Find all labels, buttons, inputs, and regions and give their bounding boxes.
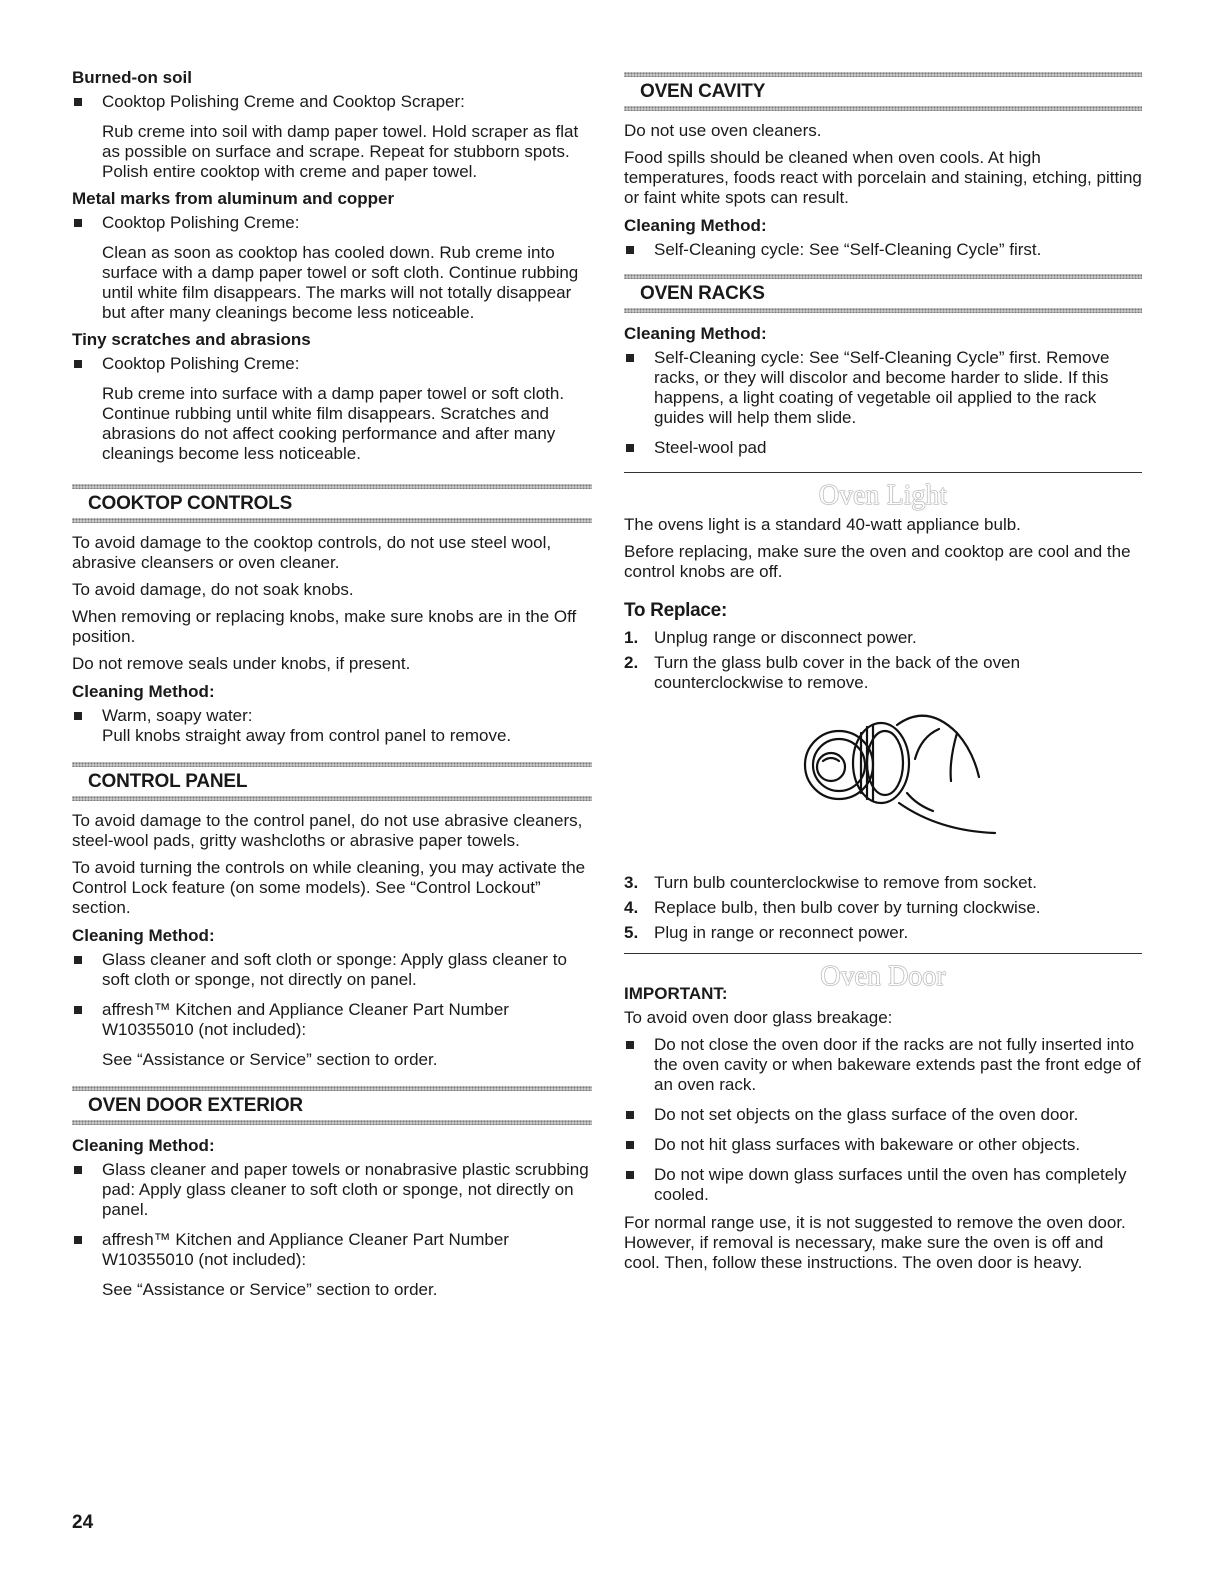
step-item bbox=[624, 873, 1142, 893]
section-title: OVEN DOOR EXTERIOR bbox=[88, 1095, 303, 1116]
list-item bbox=[72, 950, 592, 990]
step-text: Turn the glass bulb cover in the back of the oven counterclockwise to remove. bbox=[654, 653, 1021, 692]
section-title: COOKTOP CONTROLS bbox=[88, 493, 293, 514]
paragraph: To avoid oven door glass breakage: bbox=[624, 1008, 893, 1027]
square-bullet-icon bbox=[626, 1041, 634, 1049]
metal-marks-heading: Metal marks from aluminum and copper bbox=[72, 189, 395, 208]
cleaning-method-heading: Cleaning Method: bbox=[72, 1136, 215, 1155]
list-item-text: Self-Cleaning cycle: See “Self-Cleaning Cycle” first. Remove racks, or they will discolor and become harder to slide. If this happens, a light coating of vegetable oil applied to the rack guides will help them slide. bbox=[654, 348, 1110, 427]
step-number: 5. bbox=[624, 923, 639, 942]
step-text: Turn bulb counterclockwise to remove from socket. bbox=[654, 873, 1037, 892]
step-item bbox=[624, 628, 1142, 648]
list-item-text: Do not wipe down glass surfaces until the oven has completely cooled. bbox=[654, 1165, 1127, 1204]
list-item bbox=[72, 213, 592, 233]
list-item bbox=[72, 354, 592, 374]
paragraph: The ovens light is a standard 40-watt appliance bulb. bbox=[624, 515, 1021, 534]
paragraph: When removing or replacing knobs, make sure knobs are in the Off position. bbox=[72, 607, 577, 646]
cleaning-method-heading: Cleaning Method: bbox=[624, 216, 767, 235]
step-text: Plug in range or reconnect power. bbox=[654, 923, 909, 942]
list-item-text: Warm, soapy water: bbox=[102, 706, 253, 725]
step-text: Unplug range or disconnect power. bbox=[654, 628, 917, 647]
instruction-text: See “Assistance or Service” section to order. bbox=[102, 1280, 438, 1299]
section-divider bbox=[624, 953, 1142, 954]
list-item-text: Steel-wool pad bbox=[654, 438, 767, 457]
step-number: 2. bbox=[624, 653, 639, 672]
section-header-cooktop-controls bbox=[72, 484, 592, 523]
step-text: Replace bulb, then bulb cover by turning clockwise. bbox=[654, 898, 1041, 917]
list-item bbox=[624, 438, 1142, 458]
instruction-text: Clean as soon as cooktop has cooled down. Rub creme into surface with a damp paper towel or soft cloth. Continue rubbing until white film disappears. The marks will not totally disappear but after many cleanings become less noticeable. bbox=[102, 243, 579, 322]
oven-door-heading: Oven Door bbox=[820, 961, 946, 992]
list-item-text: Cooktop Polishing Creme and Cooktop Scraper: bbox=[102, 92, 465, 111]
square-bullet-icon bbox=[74, 712, 82, 720]
dotted-rule bbox=[72, 1120, 592, 1125]
list-item-text: Glass cleaner and paper towels or nonabrasive plastic scrubbing pad: Apply glass cleaner to soft cloth or sponge, not directly on panel. bbox=[102, 1160, 589, 1219]
bulb-cover-illustration bbox=[799, 703, 999, 853]
cleaning-method-heading: Cleaning Method: bbox=[72, 926, 215, 945]
list-item-text: affresh™ Kitchen and Appliance Cleaner Part Number W10355010 (not included): bbox=[102, 1230, 509, 1269]
square-bullet-icon bbox=[74, 1236, 82, 1244]
square-bullet-icon bbox=[74, 956, 82, 964]
list-item bbox=[624, 1105, 1142, 1125]
list-item bbox=[624, 1035, 1142, 1095]
step-item bbox=[624, 898, 1142, 918]
dotted-rule bbox=[624, 106, 1142, 111]
list-item-text: Do not hit glass surfaces with bakeware or other objects. bbox=[654, 1135, 1081, 1154]
paragraph: To avoid damage to the cooktop controls, do not use steel wool, abrasive cleansers or oven cleaner. bbox=[72, 533, 552, 572]
dotted-rule bbox=[72, 518, 592, 523]
right-column bbox=[624, 72, 1142, 1280]
square-bullet-icon bbox=[74, 1166, 82, 1174]
cleaning-method-heading: Cleaning Method: bbox=[624, 324, 767, 343]
section-title: CONTROL PANEL bbox=[88, 771, 248, 792]
list-item bbox=[624, 348, 1142, 428]
dotted-rule bbox=[72, 796, 592, 801]
cleaning-method-heading: Cleaning Method: bbox=[72, 682, 215, 701]
section-title: OVEN RACKS bbox=[640, 283, 765, 304]
section-title: OVEN CAVITY bbox=[640, 81, 766, 102]
oven-light-heading: Oven Light bbox=[818, 480, 948, 511]
section-header-control-panel bbox=[72, 762, 592, 801]
list-item-text: Cooktop Polishing Creme: bbox=[102, 354, 300, 373]
list-item-text: Cooktop Polishing Creme: bbox=[102, 213, 300, 232]
dotted-rule bbox=[624, 308, 1142, 313]
square-bullet-icon bbox=[626, 1141, 634, 1149]
tiny-scratches-heading: Tiny scratches and abrasions bbox=[72, 330, 311, 349]
list-item-text: Do not set objects on the glass surface of the oven door. bbox=[654, 1105, 1079, 1124]
paragraph: To avoid damage, do not soak knobs. bbox=[72, 580, 354, 599]
step-item bbox=[624, 653, 1142, 693]
step-item bbox=[624, 923, 1142, 943]
square-bullet-icon bbox=[626, 246, 634, 254]
square-bullet-icon bbox=[74, 1006, 82, 1014]
list-item-text: Self-Cleaning cycle: See “Self-Cleaning Cycle” first. bbox=[654, 240, 1042, 259]
list-item-subtext: Pull knobs straight away from control panel to remove. bbox=[102, 726, 512, 745]
square-bullet-icon bbox=[74, 360, 82, 368]
paragraph: To avoid turning the controls on while cleaning, you may activate the Control Lock feature (on some models). See “Control Lockout” section. bbox=[72, 858, 586, 917]
list-item-text: Glass cleaner and soft cloth or sponge: Apply glass cleaner to soft cloth or sponge, not directly on panel. bbox=[102, 950, 567, 989]
important-label: IMPORTANT: bbox=[624, 984, 728, 1003]
paragraph: Do not remove seals under knobs, if present. bbox=[72, 654, 411, 673]
square-bullet-icon bbox=[626, 354, 634, 362]
burned-on-soil-heading: Burned-on soil bbox=[72, 68, 192, 87]
paragraph: Before replacing, make sure the oven and cooktop are cool and the control knobs are off. bbox=[624, 542, 1131, 581]
instruction-text: See “Assistance or Service” section to order. bbox=[102, 1050, 438, 1069]
section-header-oven-racks bbox=[624, 274, 1142, 313]
list-item bbox=[72, 1230, 592, 1270]
section-header-oven-door-exterior bbox=[72, 1086, 592, 1125]
square-bullet-icon bbox=[626, 444, 634, 452]
list-item-text: affresh™ Kitchen and Appliance Cleaner Part Number W10355010 (not included): bbox=[102, 1000, 509, 1039]
list-item bbox=[624, 1165, 1142, 1205]
section-divider bbox=[624, 472, 1142, 473]
instruction-text: Rub creme into soil with damp paper towel. Hold scraper as flat as possible on surface and scrape. Repeat for stubborn spots. Polish entire cooktop with creme and paper towel. bbox=[102, 122, 579, 181]
list-item bbox=[624, 240, 1142, 260]
list-item bbox=[72, 706, 592, 746]
step-number: 3. bbox=[624, 873, 639, 892]
left-column bbox=[72, 62, 592, 1306]
paragraph: Food spills should be cleaned when oven cools. At high temperatures, foods react with porcelain and staining, etching, pitting or faint white spots can result. bbox=[624, 148, 1142, 207]
list-item bbox=[624, 1135, 1142, 1155]
list-item bbox=[72, 92, 592, 112]
list-item bbox=[72, 1000, 592, 1040]
square-bullet-icon bbox=[74, 219, 82, 227]
section-header-oven-cavity bbox=[624, 72, 1142, 111]
paragraph: To avoid damage to the control panel, do not use abrasive cleaners, steel-wool pads, gritty washcloths or abrasive paper towels. bbox=[72, 811, 583, 850]
step-number: 4. bbox=[624, 898, 639, 917]
page-number: 24 bbox=[72, 1512, 94, 1533]
instruction-text: Rub creme into surface with a damp paper towel or soft cloth. Continue rubbing until white film disappears. Scratches and abrasions do not affect cooking performance and after many cleanings become less noticeable. bbox=[102, 384, 565, 463]
square-bullet-icon bbox=[626, 1111, 634, 1119]
list-item bbox=[72, 1160, 592, 1220]
square-bullet-icon bbox=[74, 98, 82, 106]
to-replace-heading: To Replace: bbox=[624, 600, 727, 621]
square-bullet-icon bbox=[626, 1171, 634, 1179]
step-number: 1. bbox=[624, 628, 639, 647]
paragraph: Do not use oven cleaners. bbox=[624, 121, 822, 140]
list-item-text: Do not close the oven door if the racks are not fully inserted into the oven cavity or when bakeware extends past the front edge of an oven rack. bbox=[654, 1035, 1141, 1094]
paragraph: For normal range use, it is not suggested to remove the oven door. However, if removal is necessary, make sure the oven is off and cool. Then, follow these instructions. The oven door is heavy. bbox=[624, 1213, 1126, 1272]
